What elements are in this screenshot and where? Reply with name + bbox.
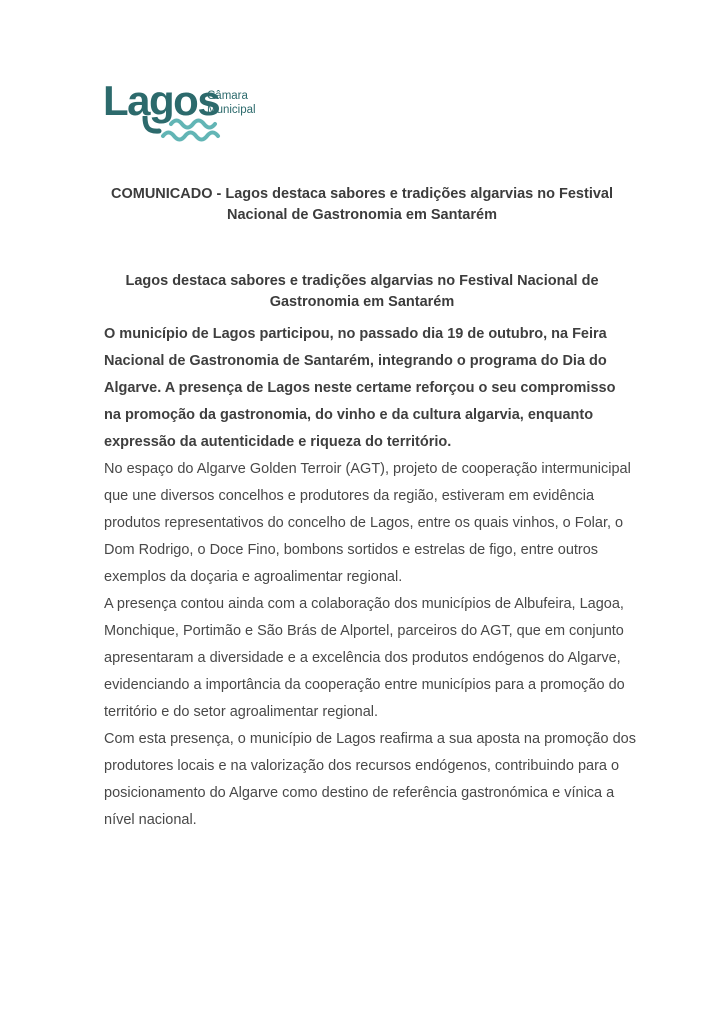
logo-subtitle-line1: Câmara (207, 90, 248, 102)
document-title: COMUNICADO - Lagos destaca sabores e tradições algarvias no Festival Nacional de Gastronomia em Santarém (110, 186, 614, 223)
logo-waves-icon (139, 116, 269, 142)
paragraph: Com esta presença, o município de Lagos reafirma a sua aposta na promoção dos produtores locais e na valorização dos recursos endógenos, contribuindo para o posicionamento do Algarve como destino de referência gastronómica e vínica a nível nacional. (104, 731, 636, 828)
article-heading: Lagos destaca sabores e tradições algarvias no Festival Nacional de Gastronomia em Santarém (125, 273, 599, 310)
logo-wordmark: Lagos (103, 77, 220, 124)
paragraph: A presença contou ainda com a colaboração dos municípios de Albufeira, Lagoa, Monchique, Portimão e São Brás de Alportel, parceiros do AGT, que em conjunto apresentaram a diversidade e a excelência dos produtos endógenos do Algarve, evidenciando a importância da cooperação entre municípios para a promoção do território e do setor agroalimentar regional. (104, 596, 625, 720)
logo-subtitle-line2: Municipal (207, 104, 256, 116)
paragraph: O município de Lagos participou, no passado dia 19 de outubro, na Feira Nacional de Gastronomia de Santarém, integrando o programa do Dia do Algarve. A presença de Lagos neste certame reforçou o seu compromisso na promoção da gastronomia, do vinho e da cultura algarvia, enquanto expressão da autenticidade e riqueza do território. (104, 326, 616, 450)
logo-subtitle (207, 89, 256, 117)
article-body (104, 321, 636, 834)
paragraph: No espaço do Algarve Golden Terroir (AGT), projeto de cooperação intermunicipal que une diversos concelhos e produtores da região, estiveram em evidência produtos representativos do concelho de Lagos, entre os quais vinhos, o Folar, o Dom Rodrigo, o Doce Fino, bombons sortidos e estrelas de figo, entre outros exemplos da doçaria e agroalimentar regional. (104, 461, 631, 585)
lagos-municipality-logo (103, 77, 303, 144)
